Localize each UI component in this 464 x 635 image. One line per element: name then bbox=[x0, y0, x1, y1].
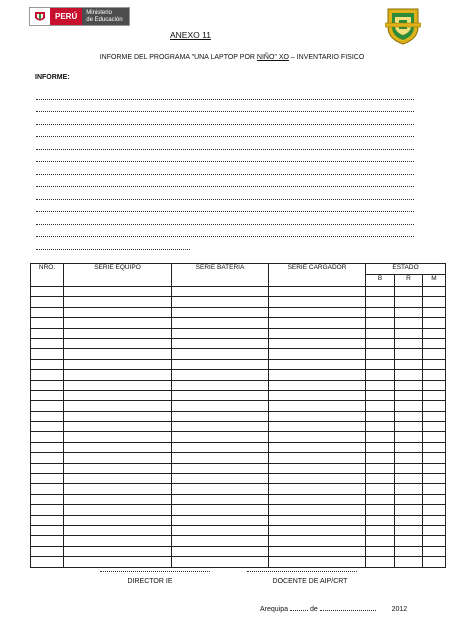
cell-serie-cargador[interactable] bbox=[269, 546, 366, 556]
table-row bbox=[31, 401, 446, 411]
cell-serie-equipo[interactable] bbox=[64, 453, 172, 463]
table-row bbox=[31, 494, 446, 504]
cell-serie-bateria[interactable] bbox=[172, 494, 269, 504]
cell-serie-cargador[interactable] bbox=[269, 328, 366, 338]
cell-serie-bateria[interactable] bbox=[172, 338, 269, 348]
cell-estado-r[interactable] bbox=[395, 422, 423, 432]
cell-estado-m[interactable] bbox=[423, 370, 446, 380]
cell-estado-m[interactable] bbox=[423, 307, 446, 317]
cell-estado-b[interactable] bbox=[366, 546, 395, 556]
cell-estado-b[interactable] bbox=[366, 349, 395, 359]
cell-estado-m[interactable] bbox=[423, 463, 446, 473]
table-row bbox=[31, 359, 446, 369]
cell-serie-equipo[interactable] bbox=[64, 349, 172, 359]
cell-serie-bateria[interactable] bbox=[172, 422, 269, 432]
cell-serie-cargador[interactable] bbox=[269, 390, 366, 400]
cell-serie-equipo[interactable] bbox=[64, 411, 172, 421]
cell-estado-r[interactable] bbox=[395, 380, 423, 390]
cell-estado-m[interactable] bbox=[423, 453, 446, 463]
table-row bbox=[31, 442, 446, 452]
cell-serie-equipo[interactable] bbox=[64, 297, 172, 307]
table-row bbox=[31, 287, 446, 297]
cell-estado-m[interactable] bbox=[423, 515, 446, 525]
peru-coat-of-arms-icon bbox=[30, 8, 50, 25]
cell-serie-bateria[interactable] bbox=[172, 442, 269, 452]
cell-estado-m[interactable] bbox=[423, 359, 446, 369]
table-row bbox=[31, 318, 446, 328]
ministry-name bbox=[82, 8, 128, 25]
cell-serie-cargador[interactable] bbox=[269, 463, 366, 473]
cell-serie-bateria[interactable] bbox=[172, 359, 269, 369]
table-row bbox=[31, 536, 446, 546]
cell-estado-m[interactable] bbox=[423, 411, 446, 421]
cell-estado-m[interactable] bbox=[423, 380, 446, 390]
cell-estado-r[interactable] bbox=[395, 546, 423, 556]
cell-serie-equipo[interactable] bbox=[64, 338, 172, 348]
table-row bbox=[31, 474, 446, 484]
report-line[interactable] bbox=[36, 186, 414, 187]
cell-estado-m[interactable] bbox=[423, 442, 446, 452]
table-row bbox=[31, 307, 446, 317]
cell-serie-bateria[interactable] bbox=[172, 401, 269, 411]
cell-estado-m[interactable] bbox=[423, 390, 446, 400]
cell-serie-equipo[interactable] bbox=[64, 546, 172, 556]
cell-serie-bateria[interactable] bbox=[172, 370, 269, 380]
table-row bbox=[31, 525, 446, 535]
column-header-serie-bateria: SERIE BATERIA bbox=[172, 264, 269, 287]
cell-nro[interactable] bbox=[31, 349, 64, 359]
cell-serie-equipo[interactable] bbox=[64, 359, 172, 369]
cell-estado-b[interactable] bbox=[366, 463, 395, 473]
ministry-logo bbox=[29, 7, 130, 26]
cell-serie-equipo[interactable] bbox=[64, 328, 172, 338]
cell-serie-equipo[interactable] bbox=[64, 401, 172, 411]
table-row bbox=[31, 338, 446, 348]
cell-serie-bateria[interactable] bbox=[172, 557, 269, 567]
table-row bbox=[31, 411, 446, 421]
cell-estado-r[interactable] bbox=[395, 442, 423, 452]
cell-serie-equipo[interactable] bbox=[64, 390, 172, 400]
table-row bbox=[31, 515, 446, 525]
cell-serie-cargador[interactable] bbox=[269, 338, 366, 348]
cell-estado-r[interactable] bbox=[395, 318, 423, 328]
cell-serie-bateria[interactable] bbox=[172, 307, 269, 317]
cell-nro[interactable] bbox=[31, 297, 64, 307]
cell-estado-m[interactable] bbox=[423, 432, 446, 442]
cell-serie-cargador[interactable] bbox=[269, 505, 366, 515]
cell-nro[interactable] bbox=[31, 432, 64, 442]
cell-nro[interactable] bbox=[31, 474, 64, 484]
cell-serie-bateria[interactable] bbox=[172, 515, 269, 525]
cell-nro[interactable] bbox=[31, 442, 64, 452]
cell-estado-m[interactable] bbox=[423, 536, 446, 546]
cell-serie-equipo[interactable] bbox=[64, 525, 172, 535]
day-field[interactable] bbox=[290, 603, 308, 611]
cell-nro[interactable] bbox=[31, 411, 64, 421]
cell-estado-r[interactable] bbox=[395, 307, 423, 317]
table-row bbox=[31, 453, 446, 463]
report-line[interactable] bbox=[36, 124, 414, 125]
cell-estado-r[interactable] bbox=[395, 494, 423, 504]
cell-serie-cargador[interactable] bbox=[269, 370, 366, 380]
table-row bbox=[31, 349, 446, 359]
table-row bbox=[31, 484, 446, 494]
cell-estado-b[interactable] bbox=[366, 359, 395, 369]
cell-estado-b[interactable] bbox=[366, 297, 395, 307]
cell-serie-bateria[interactable] bbox=[172, 287, 269, 297]
cell-estado-b[interactable] bbox=[366, 411, 395, 421]
cell-serie-cargador[interactable] bbox=[269, 557, 366, 567]
column-header-serie-equipo: SERIE EQUIPO bbox=[64, 264, 172, 287]
report-line[interactable] bbox=[36, 149, 414, 150]
cell-estado-b[interactable] bbox=[366, 536, 395, 546]
cell-estado-b[interactable] bbox=[366, 515, 395, 525]
report-line[interactable] bbox=[36, 161, 414, 162]
cell-serie-cargador[interactable] bbox=[269, 442, 366, 452]
cell-serie-bateria[interactable] bbox=[172, 411, 269, 421]
cell-nro[interactable] bbox=[31, 505, 64, 515]
cell-serie-cargador[interactable] bbox=[269, 536, 366, 546]
cell-serie-bateria[interactable] bbox=[172, 349, 269, 359]
cell-estado-m[interactable] bbox=[423, 494, 446, 504]
table-row bbox=[31, 463, 446, 473]
table-row bbox=[31, 380, 446, 390]
table-row bbox=[31, 390, 446, 400]
cell-nro[interactable] bbox=[31, 287, 64, 297]
cell-serie-bateria[interactable] bbox=[172, 297, 269, 307]
cell-estado-r[interactable] bbox=[395, 328, 423, 338]
cell-estado-m[interactable] bbox=[423, 422, 446, 432]
inventory-table-body bbox=[31, 287, 446, 568]
cell-serie-equipo[interactable] bbox=[64, 380, 172, 390]
cell-nro[interactable] bbox=[31, 453, 64, 463]
column-header-estado: ESTADO bbox=[366, 264, 446, 275]
cell-estado-b[interactable] bbox=[366, 494, 395, 504]
cell-estado-b[interactable] bbox=[366, 338, 395, 348]
cell-serie-equipo[interactable] bbox=[64, 307, 172, 317]
cell-serie-cargador[interactable] bbox=[269, 422, 366, 432]
peru-label: PERÚ bbox=[50, 8, 82, 25]
cell-serie-cargador[interactable] bbox=[269, 494, 366, 504]
cell-estado-r[interactable] bbox=[395, 287, 423, 297]
column-header-estado-m: M bbox=[423, 275, 446, 287]
cell-nro[interactable] bbox=[31, 328, 64, 338]
cell-estado-b[interactable] bbox=[366, 401, 395, 411]
report-line[interactable] bbox=[36, 236, 414, 237]
report-line[interactable] bbox=[36, 211, 414, 212]
school-crest-icon bbox=[385, 5, 421, 45]
cell-nro[interactable] bbox=[31, 380, 64, 390]
cell-serie-bateria[interactable] bbox=[172, 318, 269, 328]
table-row bbox=[31, 297, 446, 307]
cell-estado-b[interactable] bbox=[366, 422, 395, 432]
cell-nro[interactable] bbox=[31, 515, 64, 525]
table-row bbox=[31, 505, 446, 515]
cell-serie-bateria[interactable] bbox=[172, 525, 269, 535]
cell-nro[interactable] bbox=[31, 307, 64, 317]
report-line[interactable] bbox=[36, 136, 414, 137]
cell-estado-b[interactable] bbox=[366, 474, 395, 484]
cell-nro[interactable] bbox=[31, 557, 64, 567]
annex-title: ANEXO 11 bbox=[170, 30, 211, 40]
report-title-part-1: INFORME DEL PROGRAMA "UNA LAPTOP POR bbox=[99, 54, 257, 61]
cell-estado-r[interactable] bbox=[395, 370, 423, 380]
ministry-line-2: de Educación bbox=[86, 16, 123, 23]
cell-estado-m[interactable] bbox=[423, 287, 446, 297]
cell-serie-equipo[interactable] bbox=[64, 536, 172, 546]
cell-estado-b[interactable] bbox=[366, 484, 395, 494]
table-row bbox=[31, 557, 446, 567]
cell-serie-cargador[interactable] bbox=[269, 307, 366, 317]
cell-estado-m[interactable] bbox=[423, 338, 446, 348]
footer-de: de bbox=[309, 606, 318, 613]
cell-estado-b[interactable] bbox=[366, 557, 395, 567]
informe-label: INFORME: bbox=[35, 74, 70, 81]
cell-nro[interactable] bbox=[31, 370, 64, 380]
cell-estado-r[interactable] bbox=[395, 515, 423, 525]
cell-serie-bateria[interactable] bbox=[172, 484, 269, 494]
cell-serie-cargador[interactable] bbox=[269, 359, 366, 369]
table-row bbox=[31, 370, 446, 380]
cell-serie-bateria[interactable] bbox=[172, 328, 269, 338]
cell-estado-m[interactable] bbox=[423, 474, 446, 484]
column-header-estado-r: R bbox=[395, 275, 423, 287]
ministry-line-1: Ministerio bbox=[86, 10, 112, 16]
cell-serie-bateria[interactable] bbox=[172, 463, 269, 473]
cell-nro[interactable] bbox=[31, 401, 64, 411]
cell-serie-equipo[interactable] bbox=[64, 370, 172, 380]
cell-serie-bateria[interactable] bbox=[172, 432, 269, 442]
cell-estado-r[interactable] bbox=[395, 359, 423, 369]
report-title-part-2: – INVENTARIO FISICO bbox=[288, 54, 365, 61]
cell-estado-r[interactable] bbox=[395, 484, 423, 494]
cell-estado-b[interactable] bbox=[366, 380, 395, 390]
cell-serie-bateria[interactable] bbox=[172, 505, 269, 515]
cell-serie-equipo[interactable] bbox=[64, 494, 172, 504]
cell-serie-bateria[interactable] bbox=[172, 453, 269, 463]
cell-nro[interactable] bbox=[31, 422, 64, 432]
footer-city: Arequipa bbox=[260, 606, 289, 613]
cell-serie-bateria[interactable] bbox=[172, 474, 269, 484]
cell-estado-r[interactable] bbox=[395, 401, 423, 411]
cell-serie-cargador[interactable] bbox=[269, 453, 366, 463]
cell-estado-r[interactable] bbox=[395, 536, 423, 546]
cell-serie-bateria[interactable] bbox=[172, 390, 269, 400]
cell-estado-r[interactable] bbox=[395, 525, 423, 535]
cell-estado-m[interactable] bbox=[423, 349, 446, 359]
report-title-underlined: NIÑO" XO bbox=[256, 54, 289, 61]
cell-serie-equipo[interactable] bbox=[64, 515, 172, 525]
report-line[interactable] bbox=[36, 99, 414, 100]
cell-serie-equipo[interactable] bbox=[64, 432, 172, 442]
cell-serie-equipo[interactable] bbox=[64, 557, 172, 567]
report-line[interactable] bbox=[36, 224, 414, 225]
cell-estado-b[interactable] bbox=[366, 432, 395, 442]
inventory-table bbox=[30, 263, 446, 568]
cell-estado-b[interactable] bbox=[366, 505, 395, 515]
cell-nro[interactable] bbox=[31, 536, 64, 546]
cell-serie-cargador[interactable] bbox=[269, 474, 366, 484]
table-row bbox=[31, 546, 446, 556]
cell-estado-b[interactable] bbox=[366, 442, 395, 452]
cell-serie-equipo[interactable] bbox=[64, 287, 172, 297]
cell-estado-m[interactable] bbox=[423, 557, 446, 567]
cell-estado-b[interactable] bbox=[366, 318, 395, 328]
cell-serie-equipo[interactable] bbox=[64, 505, 172, 515]
cell-estado-r[interactable] bbox=[395, 432, 423, 442]
cell-serie-cargador[interactable] bbox=[269, 515, 366, 525]
cell-serie-cargador[interactable] bbox=[269, 318, 366, 328]
cell-serie-cargador[interactable] bbox=[269, 297, 366, 307]
column-header-serie-cargador: SERIE CARGADOR bbox=[269, 264, 366, 287]
report-line[interactable] bbox=[36, 174, 414, 175]
cell-serie-equipo[interactable] bbox=[64, 442, 172, 452]
cell-estado-m[interactable] bbox=[423, 401, 446, 411]
cell-nro[interactable] bbox=[31, 338, 64, 348]
cell-nro[interactable] bbox=[31, 359, 64, 369]
cell-estado-b[interactable] bbox=[366, 370, 395, 380]
cell-serie-cargador[interactable] bbox=[269, 484, 366, 494]
cell-estado-b[interactable] bbox=[366, 328, 395, 338]
cell-nro[interactable] bbox=[31, 318, 64, 328]
cell-estado-r[interactable] bbox=[395, 463, 423, 473]
cell-serie-bateria[interactable] bbox=[172, 546, 269, 556]
cell-nro[interactable] bbox=[31, 484, 64, 494]
footer-year: 2012 bbox=[391, 606, 408, 613]
cell-serie-cargador[interactable] bbox=[269, 411, 366, 421]
cell-estado-r[interactable] bbox=[395, 505, 423, 515]
cell-estado-b[interactable] bbox=[366, 307, 395, 317]
cell-estado-r[interactable] bbox=[395, 297, 423, 307]
cell-estado-r[interactable] bbox=[395, 338, 423, 348]
cell-serie-equipo[interactable] bbox=[64, 318, 172, 328]
cell-estado-m[interactable] bbox=[423, 505, 446, 515]
cell-estado-b[interactable] bbox=[366, 453, 395, 463]
cell-estado-m[interactable] bbox=[423, 484, 446, 494]
report-line[interactable] bbox=[36, 199, 414, 200]
report-line[interactable] bbox=[36, 111, 414, 112]
cell-serie-cargador[interactable] bbox=[269, 287, 366, 297]
cell-estado-m[interactable] bbox=[423, 525, 446, 535]
cell-nro[interactable] bbox=[31, 546, 64, 556]
cell-estado-m[interactable] bbox=[423, 318, 446, 328]
docente-signature-line[interactable] bbox=[247, 571, 357, 572]
cell-nro[interactable] bbox=[31, 390, 64, 400]
cell-estado-r[interactable] bbox=[395, 349, 423, 359]
table-row bbox=[31, 328, 446, 338]
cell-estado-m[interactable] bbox=[423, 546, 446, 556]
cell-estado-r[interactable] bbox=[395, 474, 423, 484]
cell-serie-cargador[interactable] bbox=[269, 349, 366, 359]
table-row bbox=[31, 422, 446, 432]
cell-serie-cargador[interactable] bbox=[269, 401, 366, 411]
table-row bbox=[31, 432, 446, 442]
cell-nro[interactable] bbox=[31, 525, 64, 535]
cell-serie-cargador[interactable] bbox=[269, 525, 366, 535]
column-header-nro: NRO. bbox=[31, 264, 64, 287]
cell-serie-equipo[interactable] bbox=[64, 484, 172, 494]
cell-estado-r[interactable] bbox=[395, 411, 423, 421]
report-line[interactable] bbox=[36, 249, 190, 250]
cell-serie-equipo[interactable] bbox=[64, 463, 172, 473]
cell-estado-r[interactable] bbox=[395, 390, 423, 400]
cell-estado-r[interactable] bbox=[395, 557, 423, 567]
column-header-estado-b: B bbox=[366, 275, 395, 287]
cell-nro[interactable] bbox=[31, 463, 64, 473]
cell-nro[interactable] bbox=[31, 494, 64, 504]
cell-serie-bateria[interactable] bbox=[172, 380, 269, 390]
cell-estado-b[interactable] bbox=[366, 390, 395, 400]
cell-estado-r[interactable] bbox=[395, 453, 423, 463]
cell-estado-b[interactable] bbox=[366, 287, 395, 297]
footer-date bbox=[260, 603, 407, 613]
docente-label: DOCENTE DE AIP/CRT bbox=[272, 578, 348, 585]
report-title bbox=[0, 54, 464, 61]
cell-serie-bateria[interactable] bbox=[172, 536, 269, 546]
director-label: DIRECTOR IE bbox=[127, 578, 173, 585]
cell-estado-m[interactable] bbox=[423, 328, 446, 338]
cell-serie-equipo[interactable] bbox=[64, 422, 172, 432]
cell-serie-cargador[interactable] bbox=[269, 380, 366, 390]
cell-estado-m[interactable] bbox=[423, 297, 446, 307]
cell-serie-cargador[interactable] bbox=[269, 432, 366, 442]
month-field[interactable] bbox=[320, 603, 376, 611]
cell-estado-b[interactable] bbox=[366, 525, 395, 535]
cell-serie-equipo[interactable] bbox=[64, 474, 172, 484]
director-signature-line[interactable] bbox=[100, 571, 210, 572]
